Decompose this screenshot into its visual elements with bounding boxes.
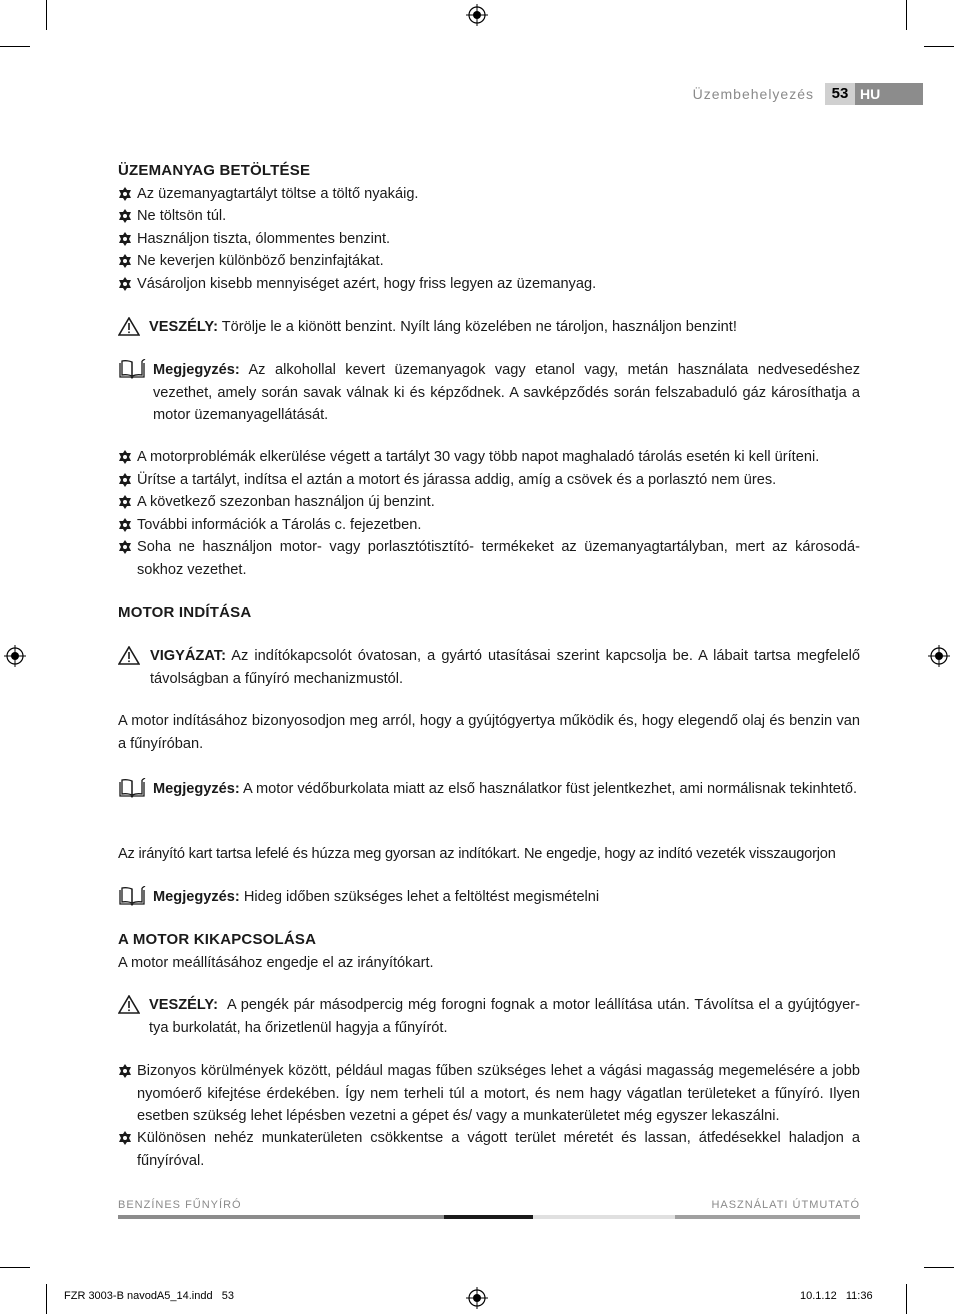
note-label: Megjegyzés: (153, 889, 240, 905)
list-item (118, 514, 860, 537)
list-item (118, 183, 860, 206)
paragraph: Az irányító kart tartsa lefelé és húzza meg gyorsan az indítókart. Ne engedje, hogy az indító vezeték visszaugorjon (118, 846, 836, 862)
bullet-icon (118, 518, 132, 532)
note-label: Megjegyzés: (153, 362, 240, 378)
footer-manual-name: HASZNÁLATI ÚTMUTATÓ (711, 1199, 860, 1211)
footer-divider (118, 1215, 444, 1219)
list-item-text: Vásároljon kisebb mennyiséget azért, hogy friss legyen az üzemanyag. (137, 276, 597, 292)
bullet-icon (118, 473, 132, 487)
footer-divider (533, 1215, 675, 1219)
footer-divider (444, 1215, 533, 1219)
caution-label: VIGYÁZAT: (150, 648, 226, 664)
list-item (118, 1127, 860, 1172)
bullet-icon (118, 254, 132, 268)
danger-text: Törölje le a kiönött benzint. Nyílt láng közelében ne tároljon, használjon benzint! (221, 319, 737, 335)
note-box (118, 886, 860, 909)
registration-mark-icon (466, 4, 488, 26)
crop-mark (906, 1284, 907, 1314)
list-item (118, 536, 860, 581)
bullet-icon (118, 187, 132, 201)
paragraph: A motor meállításához engedje el az irányítókart. (118, 955, 434, 971)
list-item (118, 1060, 860, 1128)
bullet-icon (118, 277, 132, 291)
list-item-text: További információk a Tárolás c. fejezetben. (137, 517, 422, 533)
bullet-icon (118, 1131, 132, 1145)
crop-mark (924, 46, 954, 47)
danger-notice (118, 316, 860, 339)
warning-triangle-icon (118, 995, 140, 1014)
danger-text: A pengék pár másodpercig még forogni fognak a motor leállítása után. Távolítsa el a gyújtógyer-tya burkolatát, ha őrizetlenül hagyja a fűnyírót. (149, 997, 860, 1036)
list-item-text: Használjon tiszta, ólommentes benzint. (137, 231, 391, 247)
registration-mark-icon (928, 645, 950, 667)
note-box (118, 778, 860, 801)
list-item-text: A motorproblémák elkerülése végett a tartályt 30 vagy több napot maghaladó tárolás esetén ki kell üríteni. (137, 449, 820, 465)
bullet-icon (118, 232, 132, 246)
list-item-text: Soha ne használjon motor- vagy porlasztótisztító- termékeket az üzemanyagtartályban, mert az károsodá-sokhoz vezethet. (137, 539, 860, 578)
note-box (118, 359, 860, 427)
bullet-icon (118, 209, 132, 223)
list-item (118, 250, 860, 273)
list-item (118, 446, 860, 469)
section-heading: A MOTOR KIKAPCSOLÁSA (118, 931, 317, 948)
list-item-text: Különösen nehéz munkaterületen csökkentse a vágott terület méretét és lassan, átfedésekkel haladjon a fűnyíróval. (137, 1130, 860, 1169)
warning-triangle-icon (118, 317, 140, 336)
crop-mark (906, 0, 907, 30)
bullet-icon (118, 450, 132, 464)
footer-divider (675, 1215, 860, 1219)
caution-notice (118, 645, 860, 690)
registration-mark-icon (466, 1287, 488, 1309)
note-label: Megjegyzés: (153, 781, 240, 797)
page-number: 53 (825, 83, 855, 105)
print-slug-file: FZR 3003-B navodA5_14.indd 53 (64, 1290, 235, 1302)
language-tag: HU (855, 83, 923, 105)
bullet-icon (118, 495, 132, 509)
list-item-text: Bizonyos körülmények között, például magas fűben szükséges lehet a vágási magasság megemelésére a jobb nyomóerő kifejtése érdekében. Így nem terheli túl a motort, és nem hagy vágatlan területeket a fűnyíró. Ilyen esetben szükség lehet lépésben vezetni a gépet és/ vagy a munkaterületet még egyszer lekaszálni. (137, 1063, 860, 1124)
list-item-text: Az üzemanyagtartályt töltse a töltő nyakáig. (137, 186, 419, 202)
list-item (118, 469, 860, 492)
crop-mark (46, 1284, 47, 1314)
list-item-text: A következő szezonban használjon új benzint. (137, 494, 435, 510)
danger-label: VESZÉLY: (149, 997, 218, 1013)
crop-mark (46, 0, 47, 30)
danger-label: VESZÉLY: (149, 319, 218, 335)
footer-product-name: BENZÍNES FŰNYÍRÓ (118, 1199, 242, 1211)
section-heading: ÜZEMANYAG BETÖLTÉSE (118, 162, 311, 179)
note-text: Hideg időben szükséges lehet a feltöltést megismételni (243, 889, 600, 905)
warning-triangle-icon (118, 646, 140, 665)
crop-mark (0, 46, 30, 47)
list-item (118, 205, 860, 228)
open-book-icon (118, 778, 146, 798)
crop-mark (924, 1267, 954, 1268)
paragraph: A motor indításához bizonyosodjon meg arról, hogy a gyújtógyertya működik és, hogy elegendő olaj és benzin van a fűnyíróban. (118, 713, 860, 752)
section-heading: MOTOR INDÍTÁSA (118, 604, 252, 621)
danger-notice (118, 994, 860, 1039)
note-text: Az alkohollal kevert üzemanyagok vagy etanol vagy, metán használata nedvesedéshez vezethet, amely során savak válnak ki és képződnek. A savképződés során felszabaduló gáz károsíthatja a motor üzemanyagellátását. (153, 362, 860, 423)
list-item (118, 491, 860, 514)
list-item-text: Ne keverjen különböző benzinfajtákat. (137, 253, 384, 269)
note-text: A motor védőburkolata miatt az első használatkor füst jelentkezhet, ami normálisnak tekinhtető. (243, 781, 858, 797)
open-book-icon (118, 359, 146, 379)
caution-text: Az indítókapcsolót óvatosan, a gyártó utasításai szerint kapcsolja be. A lábait tartsa megfelelő távolságban a fűnyíró mechanizmustól. (150, 648, 861, 687)
open-book-icon (118, 886, 146, 906)
bullet-icon (118, 540, 132, 554)
print-slug-date: 10.1.12 11:36 (800, 1290, 873, 1302)
list-item-text: Ürítse a tartályt, indítsa el aztán a motort és járassa addig, amíg a csövek és a porlasztó nem üres. (137, 472, 777, 488)
crop-mark (0, 1267, 30, 1268)
header-section-title: Üzembehelyezés (692, 86, 814, 102)
list-item-text: Ne töltsön túl. (137, 208, 227, 224)
bullet-icon (118, 1064, 132, 1078)
list-item (118, 273, 860, 296)
registration-mark-icon (4, 645, 26, 667)
list-item (118, 228, 860, 251)
